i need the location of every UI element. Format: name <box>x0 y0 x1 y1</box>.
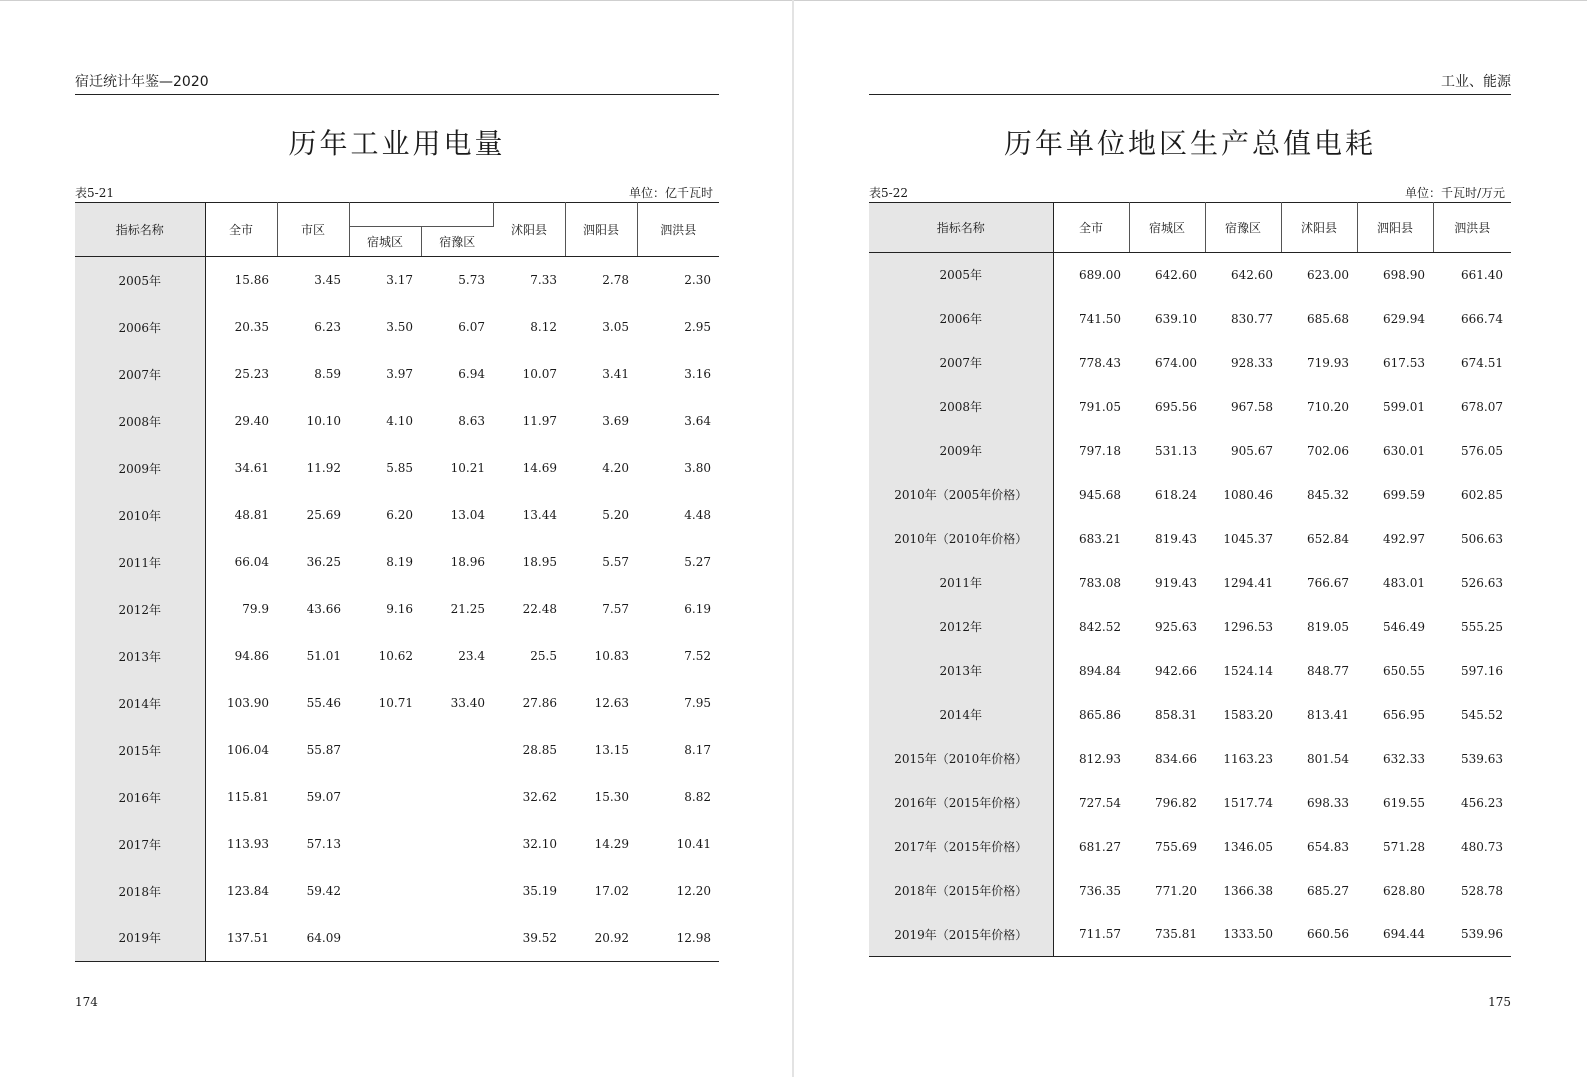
table-cell: 539.63 <box>1461 751 1503 766</box>
table-cell: 3.97 <box>386 367 413 381</box>
table-cell: 18.96 <box>450 555 485 569</box>
row-label: 2017年 <box>75 821 205 868</box>
table-row <box>75 868 719 915</box>
table-cell: 812.93 <box>1079 751 1121 766</box>
table-cell: 11.92 <box>306 461 341 475</box>
row-label: 2015年 <box>75 727 205 774</box>
row-label: 2011年 <box>869 561 1053 605</box>
table-cell: 6.07 <box>458 320 485 334</box>
table-cell: 6.23 <box>314 320 341 334</box>
table-unit: 单位：千瓦时/万元 <box>1404 186 1505 200</box>
table-cell: 834.66 <box>1155 751 1197 766</box>
table-cell: 660.56 <box>1281 913 1357 957</box>
table-cell: 967.58 <box>1231 399 1273 414</box>
table-cell: 6.94 <box>458 367 485 381</box>
table-cell: 17.02 <box>594 884 629 898</box>
table-row <box>75 539 719 586</box>
table-cell: 674.00 <box>1155 355 1197 370</box>
table-cell: 919.43 <box>1155 575 1197 590</box>
table-cell: 3.69 <box>602 414 629 428</box>
table-cell: 15.86 <box>234 273 269 288</box>
table-cell: 4.20 <box>602 461 629 475</box>
table-cell: 1346.05 <box>1223 839 1273 854</box>
table-cell: 1517.74 <box>1223 795 1273 810</box>
row-label: 2012年 <box>75 586 205 633</box>
table-cell: 137.51 <box>205 915 277 962</box>
table-row <box>869 297 1511 341</box>
table-cell: 3.80 <box>684 461 711 475</box>
header-suyu: 宿豫区 <box>421 227 493 257</box>
table-cell: 32.62 <box>522 790 557 804</box>
table-cell: 32.10 <box>522 837 557 851</box>
table-cell: 711.57 <box>1053 913 1129 957</box>
row-label: 2014年 <box>75 680 205 727</box>
table-cell: 1045.37 <box>1223 531 1273 546</box>
table-cell: 3.64 <box>684 414 711 428</box>
row-label: 2005年 <box>869 253 1053 297</box>
table-row <box>75 398 719 445</box>
table-code: 表5-22 <box>869 186 908 200</box>
row-label: 2008年 <box>75 398 205 445</box>
book-spine <box>792 0 794 1077</box>
table-cell: 656.95 <box>1383 707 1425 722</box>
table-cell: 10.62 <box>378 649 413 663</box>
table-cell: 21.25 <box>450 602 485 616</box>
table-cell: 29.40 <box>234 414 269 428</box>
industrial-electricity-table <box>75 202 719 962</box>
table-cell: 8.12 <box>530 320 557 334</box>
row-label: 2010年（2010年价格） <box>869 517 1053 561</box>
table-cell: 545.52 <box>1461 707 1503 722</box>
table-cell: 8.17 <box>684 743 711 757</box>
table-cell: 55.87 <box>306 743 341 757</box>
table-cell: 8.19 <box>386 555 413 569</box>
row-label: 2019年（2015年价格） <box>869 913 1053 957</box>
table-cell: 830.77 <box>1231 311 1273 326</box>
table-cell: 113.93 <box>227 837 269 851</box>
table-cell: 483.01 <box>1383 575 1425 590</box>
section-title: 工业、能源 <box>1441 74 1511 90</box>
table-cell: 695.56 <box>1155 399 1197 414</box>
table-cell: 4.10 <box>386 414 413 428</box>
table-cell: 685.68 <box>1307 311 1349 326</box>
header-sihong: 泗洪县 <box>1433 203 1511 253</box>
row-label: 2013年 <box>869 649 1053 693</box>
table-cell <box>421 868 493 915</box>
table-cell: 3.05 <box>602 320 629 334</box>
header-sucheng: 宿城区 <box>349 227 421 257</box>
table-row <box>869 253 1511 297</box>
table-cell: 661.40 <box>1461 267 1503 282</box>
yearbook-title: 宿迁统计年鉴—2020 <box>75 74 209 90</box>
table-cell: 2.30 <box>684 273 711 288</box>
table-cell: 492.97 <box>1383 531 1425 546</box>
table-cell: 632.33 <box>1383 751 1425 766</box>
table-cell: 928.33 <box>1231 355 1273 370</box>
gdp-electricity-consumption-table <box>869 202 1511 957</box>
right-page-number: 175 <box>1488 995 1511 1009</box>
header-sucheng: 宿城区 <box>1129 203 1205 253</box>
table-code: 表5-21 <box>75 186 114 200</box>
header-siyang: 泗阳县 <box>1357 203 1433 253</box>
table-cell: 8.63 <box>458 414 485 428</box>
table-cell: 639.10 <box>1155 311 1197 326</box>
table-cell: 10.71 <box>378 696 413 710</box>
header-shuyang: 沭阳县 <box>493 203 565 257</box>
table-cell <box>349 774 421 821</box>
table-cell: 539.96 <box>1433 913 1511 957</box>
table-cell: 4.48 <box>684 508 711 522</box>
table-row <box>869 561 1511 605</box>
table-cell: 13.44 <box>522 508 557 522</box>
table-cell <box>349 727 421 774</box>
table-cell: 801.54 <box>1307 751 1349 766</box>
table-row <box>869 385 1511 429</box>
row-label: 2008年 <box>869 385 1053 429</box>
table-cell: 9.16 <box>386 602 413 616</box>
right-running-head <box>869 72 1511 95</box>
table-cell: 813.41 <box>1307 707 1349 722</box>
table-cell: 741.50 <box>1079 311 1121 326</box>
table-cell: 1080.46 <box>1223 487 1273 502</box>
table-cell <box>421 915 493 962</box>
row-label: 2019年 <box>75 915 205 962</box>
table-cell: 55.46 <box>306 696 341 710</box>
left-page-title: 历年工业用电量 <box>288 127 506 160</box>
row-label: 2016年（2015年价格） <box>869 781 1053 825</box>
table-cell: 597.16 <box>1461 663 1503 678</box>
row-label: 2009年 <box>869 429 1053 473</box>
table-cell: 7.95 <box>684 696 711 710</box>
table-cell: 766.67 <box>1307 575 1349 590</box>
table-cell: 694.44 <box>1357 913 1433 957</box>
row-label: 2010年（2005年价格） <box>869 473 1053 517</box>
table-cell: 23.4 <box>458 649 485 663</box>
table-row <box>75 257 719 304</box>
table-cell: 22.48 <box>522 602 557 616</box>
table-row <box>869 825 1511 869</box>
table-cell: 617.53 <box>1383 355 1425 370</box>
table-cell: 698.90 <box>1383 267 1425 282</box>
row-label: 2015年（2010年价格） <box>869 737 1053 781</box>
table-cell: 28.85 <box>522 743 557 757</box>
table-cell: 1333.50 <box>1205 913 1281 957</box>
right-table-caption <box>869 184 1511 200</box>
table-cell: 905.67 <box>1231 443 1273 458</box>
table-cell: 115.81 <box>227 790 269 804</box>
table-cell: 20.92 <box>565 915 637 962</box>
row-label: 2006年 <box>75 304 205 351</box>
table-cell: 20.35 <box>234 320 269 334</box>
table-cell: 10.83 <box>594 649 629 663</box>
table-cell: 689.00 <box>1079 267 1121 282</box>
table-cell: 685.27 <box>1307 883 1349 898</box>
table-cell: 3.16 <box>684 367 711 381</box>
table-cell: 796.82 <box>1155 795 1197 810</box>
table-cell: 3.17 <box>386 273 413 288</box>
table-row <box>869 649 1511 693</box>
table-cell: 14.29 <box>594 837 629 851</box>
row-label: 2006年 <box>869 297 1053 341</box>
table-cell: 681.27 <box>1079 839 1121 854</box>
table-cell: 3.41 <box>602 367 629 381</box>
header-urban-subgroup <box>349 203 493 227</box>
table-cell: 12.20 <box>676 884 711 898</box>
table-cell: 650.55 <box>1383 663 1425 678</box>
table-cell: 35.19 <box>522 884 557 898</box>
table-cell: 33.40 <box>450 696 485 710</box>
table-cell: 43.66 <box>306 602 341 616</box>
table-cell: 5.27 <box>684 555 711 569</box>
table-cell: 845.32 <box>1307 487 1349 502</box>
table-cell: 12.63 <box>594 696 629 710</box>
table-cell <box>349 821 421 868</box>
table-cell: 652.84 <box>1307 531 1349 546</box>
table-cell: 678.07 <box>1461 399 1503 414</box>
table-cell: 5.73 <box>458 273 485 288</box>
table-cell: 699.59 <box>1383 487 1425 502</box>
table-cell: 797.18 <box>1079 443 1121 458</box>
row-label: 2012年 <box>869 605 1053 649</box>
table-cell: 1524.14 <box>1223 663 1273 678</box>
table-row <box>75 586 719 633</box>
header-urban: 市区 <box>277 203 349 257</box>
table-cell: 528.78 <box>1461 883 1503 898</box>
table-cell <box>349 915 421 962</box>
left-table-caption <box>75 184 719 200</box>
row-label: 2014年 <box>869 693 1053 737</box>
table-cell: 25.69 <box>306 508 341 522</box>
table-cell: 555.25 <box>1461 619 1503 634</box>
table-cell: 79.9 <box>242 602 269 616</box>
row-label: 2016年 <box>75 774 205 821</box>
table-cell: 36.25 <box>306 555 341 569</box>
table-cell: 25.23 <box>234 367 269 381</box>
table-row <box>869 473 1511 517</box>
table-cell: 11.97 <box>522 414 557 428</box>
table-cell: 630.01 <box>1383 443 1425 458</box>
row-label: 2018年（2015年价格） <box>869 869 1053 913</box>
table-cell: 654.83 <box>1307 839 1349 854</box>
row-label: 2009年 <box>75 445 205 492</box>
table-cell: 15.30 <box>594 790 629 804</box>
header-city: 全市 <box>205 203 277 257</box>
table-cell: 783.08 <box>1079 575 1121 590</box>
table-cell: 842.52 <box>1079 619 1121 634</box>
table-cell: 8.59 <box>314 367 341 381</box>
table-cell: 698.33 <box>1307 795 1349 810</box>
table-cell: 719.93 <box>1307 355 1349 370</box>
table-cell: 14.69 <box>522 461 557 475</box>
table-cell: 628.80 <box>1383 883 1425 898</box>
table-cell: 894.84 <box>1079 663 1121 678</box>
table-row <box>75 774 719 821</box>
table-cell: 7.33 <box>530 273 557 288</box>
table-cell: 27.86 <box>522 696 557 710</box>
table-cell: 623.00 <box>1307 267 1349 282</box>
left-running-head <box>75 72 719 95</box>
left-page <box>75 0 719 1077</box>
table-cell: 599.01 <box>1383 399 1425 414</box>
table-cell: 48.81 <box>234 508 269 522</box>
table-cell: 3.45 <box>314 273 341 288</box>
table-cell: 683.21 <box>1079 531 1121 546</box>
row-label: 2007年 <box>75 351 205 398</box>
table-row <box>869 781 1511 825</box>
right-page <box>869 0 1511 1077</box>
table-cell: 123.84 <box>227 884 269 898</box>
table-cell: 674.51 <box>1461 355 1503 370</box>
header-suyu: 宿豫区 <box>1205 203 1281 253</box>
table-cell: 1163.23 <box>1223 751 1273 766</box>
table-cell: 103.90 <box>227 696 269 710</box>
row-label: 2013年 <box>75 633 205 680</box>
table-cell: 8.82 <box>684 790 711 804</box>
table-cell: 791.05 <box>1079 399 1121 414</box>
table-cell: 106.04 <box>227 743 269 757</box>
table-cell: 736.35 <box>1079 883 1121 898</box>
table-cell: 618.24 <box>1155 487 1197 502</box>
table-cell: 858.31 <box>1155 707 1197 722</box>
table-row <box>869 605 1511 649</box>
table-cell: 10.41 <box>676 837 711 851</box>
row-label: 2018年 <box>75 868 205 915</box>
table-cell: 456.23 <box>1461 795 1503 810</box>
table-cell <box>421 821 493 868</box>
table-row <box>75 680 719 727</box>
table-cell: 642.60 <box>1231 267 1273 282</box>
table-cell: 925.63 <box>1155 619 1197 634</box>
table-cell: 945.68 <box>1079 487 1121 502</box>
table-row <box>75 821 719 868</box>
table-cell: 778.43 <box>1079 355 1121 370</box>
table-cell: 7.52 <box>684 649 711 663</box>
table-row <box>75 492 719 539</box>
table-cell: 526.63 <box>1461 575 1503 590</box>
header-siyang: 泗阳县 <box>565 203 637 257</box>
table-row <box>75 915 719 962</box>
row-label: 2017年（2015年价格） <box>869 825 1053 869</box>
table-cell: 619.55 <box>1383 795 1425 810</box>
table-cell: 13.15 <box>594 743 629 757</box>
table-cell: 819.43 <box>1155 531 1197 546</box>
table-cell: 1366.38 <box>1223 883 1273 898</box>
table-cell: 3.50 <box>386 320 413 334</box>
header-shuyang: 沭阳县 <box>1281 203 1357 253</box>
table-cell: 629.94 <box>1383 311 1425 326</box>
table-cell: 642.60 <box>1155 267 1197 282</box>
table-cell: 771.20 <box>1155 883 1197 898</box>
table-cell: 2.95 <box>684 320 711 334</box>
table-row <box>869 693 1511 737</box>
table-cell: 576.05 <box>1461 443 1503 458</box>
table-unit: 单位：亿千瓦时 <box>628 186 713 200</box>
table-cell: 6.20 <box>386 508 413 522</box>
table-cell: 865.86 <box>1079 707 1121 722</box>
table-cell: 666.74 <box>1461 311 1503 326</box>
table-row <box>869 913 1511 957</box>
table-cell: 39.52 <box>493 915 565 962</box>
table-cell: 1294.41 <box>1223 575 1273 590</box>
table-cell: 710.20 <box>1307 399 1349 414</box>
table-cell: 10.21 <box>450 461 485 475</box>
right-page-title: 历年单位地区生产总值电耗 <box>1003 127 1376 160</box>
table-cell: 755.69 <box>1155 839 1197 854</box>
left-page-number: 174 <box>75 995 98 1009</box>
table-cell: 66.04 <box>234 555 269 569</box>
table-cell: 1583.20 <box>1223 707 1273 722</box>
table-cell <box>421 727 493 774</box>
row-label: 2010年 <box>75 492 205 539</box>
header-sihong: 泗洪县 <box>637 203 719 257</box>
table-row <box>869 737 1511 781</box>
table-row <box>75 304 719 351</box>
table-cell: 1296.53 <box>1223 619 1273 634</box>
table-cell: 12.98 <box>637 915 719 962</box>
table-cell: 727.54 <box>1079 795 1121 810</box>
table-cell: 819.05 <box>1307 619 1349 634</box>
table-cell: 480.73 <box>1461 839 1503 854</box>
table-cell: 2.78 <box>602 273 629 288</box>
table-cell: 13.04 <box>450 508 485 522</box>
table-cell: 942.66 <box>1155 663 1197 678</box>
table-cell: 506.63 <box>1461 531 1503 546</box>
table-cell: 57.13 <box>306 837 341 851</box>
table-cell: 10.10 <box>306 414 341 428</box>
table-row <box>869 341 1511 385</box>
table-cell: 531.13 <box>1155 443 1197 458</box>
table-row <box>75 445 719 492</box>
table-cell: 571.28 <box>1383 839 1425 854</box>
table-cell: 51.01 <box>306 649 341 663</box>
table-row <box>869 869 1511 913</box>
table-cell: 64.09 <box>277 915 349 962</box>
table-cell: 59.07 <box>306 790 341 804</box>
header-indicator-name: 指标名称 <box>869 203 1053 253</box>
table-cell: 702.06 <box>1307 443 1349 458</box>
table-row <box>75 633 719 680</box>
row-label: 2007年 <box>869 341 1053 385</box>
table-cell <box>349 868 421 915</box>
table-row <box>869 517 1511 561</box>
row-label: 2005年 <box>75 257 205 304</box>
table-cell: 848.77 <box>1307 663 1349 678</box>
table-cell: 6.19 <box>684 602 711 616</box>
table-cell: 34.61 <box>234 461 269 475</box>
table-cell: 7.57 <box>602 602 629 616</box>
table-cell: 5.20 <box>602 508 629 522</box>
table-cell: 5.85 <box>386 461 413 475</box>
table-cell: 59.42 <box>306 884 341 898</box>
row-label: 2011年 <box>75 539 205 586</box>
table-cell: 10.07 <box>522 367 557 381</box>
table-cell: 546.49 <box>1383 619 1425 634</box>
table-cell: 735.81 <box>1129 913 1205 957</box>
table-row <box>869 429 1511 473</box>
table-row <box>75 727 719 774</box>
table-cell: 602.85 <box>1461 487 1503 502</box>
header-city: 全市 <box>1053 203 1129 253</box>
table-cell: 5.57 <box>602 555 629 569</box>
table-cell: 18.95 <box>522 555 557 569</box>
table-cell: 94.86 <box>234 649 269 663</box>
table-cell: 25.5 <box>530 649 557 663</box>
table-cell <box>421 774 493 821</box>
header-indicator-name: 指标名称 <box>75 203 205 257</box>
table-row <box>75 351 719 398</box>
